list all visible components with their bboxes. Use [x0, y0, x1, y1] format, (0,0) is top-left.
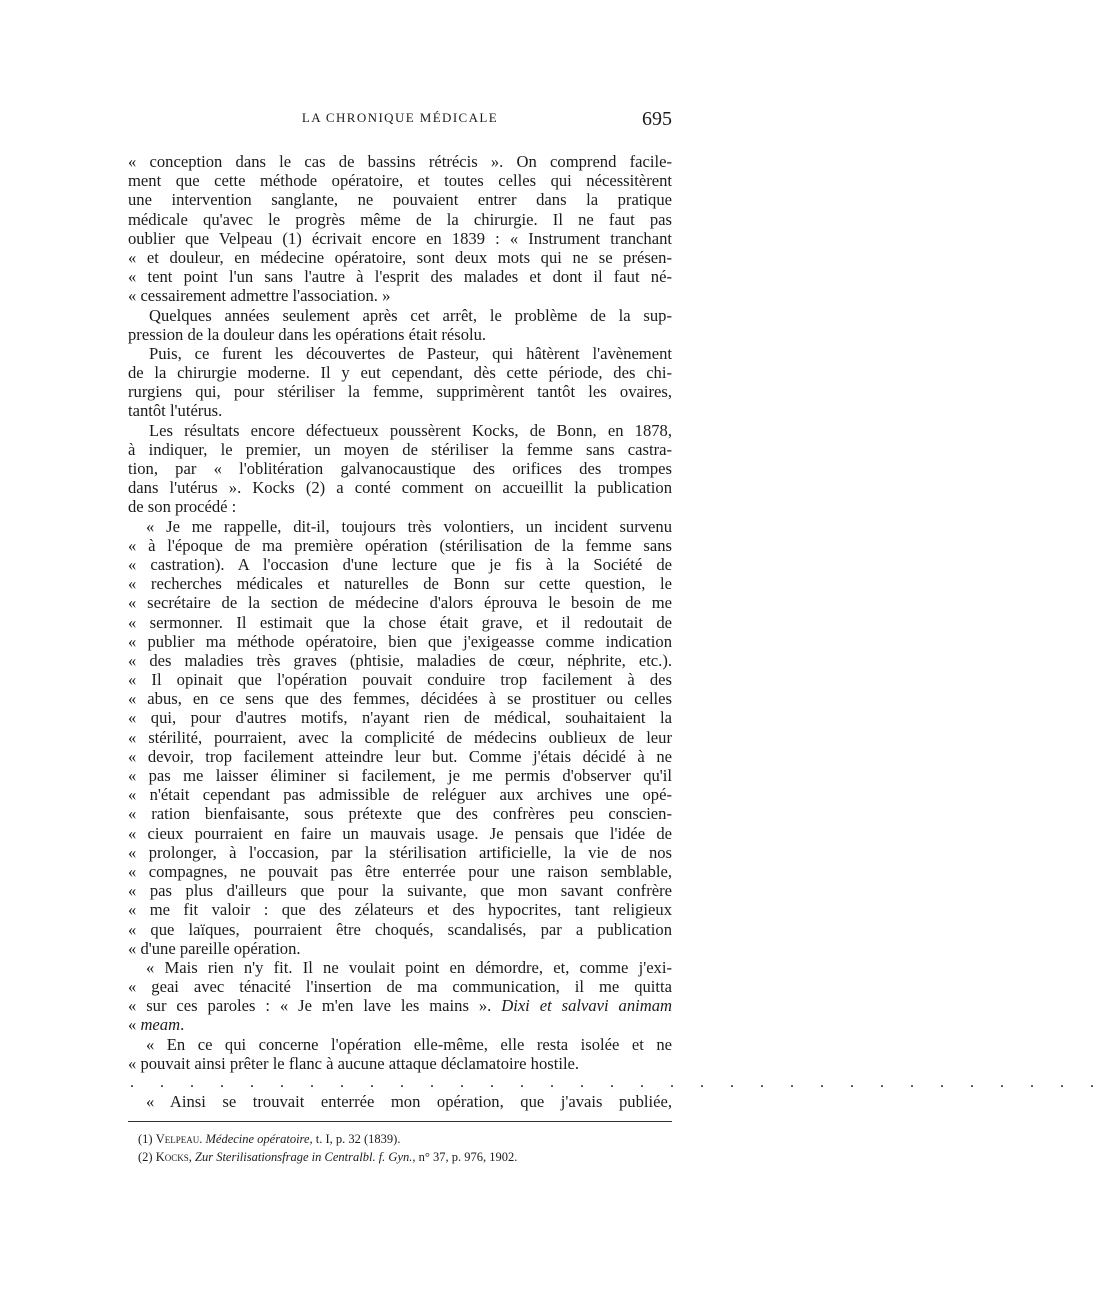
footnote-2 [138, 1148, 658, 1166]
quote-line: « prolonger, à l'occasion, par la stérilisation artificielle, la vie de nos [128, 842, 672, 862]
text-line: « cessairement admettre l'association. » [128, 286, 391, 306]
page-number: 695 [642, 108, 672, 130]
quote-line: « geai avec ténacité l'insertion de ma communication, il me quitta [128, 977, 672, 997]
text-line: tantôt l'utérus. [128, 401, 223, 421]
quote-line-with-latin: « meam. [128, 1015, 185, 1035]
quote-line-with-latin [128, 996, 672, 1015]
footnote-marker: (1) [138, 1132, 153, 1146]
quote-line: « qui, pour d'autres motifs, n'ayant rien de médical, souhaitaient la [128, 708, 672, 728]
page-header [128, 108, 672, 132]
quote-line: « Je me rappelle, dit-il, toujours très volontiers, un incident survenu [146, 516, 672, 536]
quote-line: « pas plus d'ailleurs que pour la suivante, que mon savant confrère [128, 881, 672, 901]
quote-line: « devoir, trop facilement atteindre leur but. Comme j'étais décidé à ne [128, 746, 672, 766]
text-line: « conception dans le cas de bassins rétrécis ». On comprend facile- [128, 152, 672, 171]
quote-line: « castration). A l'occasion d'une lecture que je fis à la Société de [128, 554, 672, 574]
quote-line: « recherches médicales et naturelles de Bonn sur cette question, le [128, 574, 672, 594]
quote-line: « Mais rien n'y fit. Il ne voulait point en démordre, et, comme j'exi- [146, 957, 672, 977]
quote-line: « sermonner. Il estimait que la chose était grave, et il redoutait de [128, 612, 672, 632]
quote-line: « Ainsi se trouvait enterrée mon opération, que j'avais publiée, [146, 1092, 672, 1112]
quote-line: « compagnes, ne pouvait pas être enterrée pour une raison semblable, [128, 861, 672, 881]
text-line: rurgiens qui, pour stériliser la femme, supprimèrent tantôt les ovaires, [128, 382, 672, 402]
footnote-author: Kocks, [155, 1150, 192, 1164]
quote-line: « En ce qui concerne l'opération elle-même, elle resta isolée et ne [146, 1034, 672, 1054]
text-line: de la chirurgie moderne. Il y eut cependant, dès cette période, des chi- [128, 363, 672, 383]
text-line: « tent point l'un sans l'autre à l'esprit des malades et dont il faut né- [128, 267, 672, 287]
text-line: oublier que Velpeau (1) écrivait encore en 1839 : « Instrument tranchant [128, 228, 672, 248]
text-line: « et douleur, en médecine opératoire, sont deux mots qui ne se présen- [128, 247, 672, 267]
quote-line: « pas me laisser éliminer si facilement, je me permis d'observer qu'il [128, 766, 672, 785]
text-line: à indiquer, le premier, un moyen de stériliser la femme sans castra- [128, 439, 672, 459]
quote-text: « sur ces paroles : « Je m'en lave les mains ». [128, 996, 492, 1016]
quote-line: « publier ma méthode opératoire, bien que j'exigeasse comme indication [128, 631, 672, 651]
text-line: Les résultats encore défectueux poussèrent Kocks, de Bonn, en 1878, [149, 420, 672, 440]
footnotes [138, 1130, 658, 1166]
quote-line: « Il opinait que l'opération pouvait conduire trop facilement à des [128, 670, 672, 690]
quote-line: « à l'époque de ma première opération (stérilisation de la femme sans [128, 535, 672, 555]
text-line: Puis, ce furent les découvertes de Pasteur, qui hâtèrent l'avènement [149, 343, 672, 363]
text-line: Quelques années seulement après cet arrêt, le problème de la sup- [149, 305, 672, 325]
footnote-title: Zur Sterilisationsfrage in Centralbl. f. Gyn., [195, 1150, 416, 1164]
quote-line: « cieux pourraient en faire un mauvais usage. Je pensais que l'idée de [128, 823, 672, 843]
footnote-ref: n° 37, p. 976, 1902. [418, 1150, 518, 1164]
running-title: LA CHRONIQUE MÉDICALE [301, 110, 499, 125]
text-line: pression de la douleur dans les opérations était résolu. [128, 324, 487, 344]
quote-line: « d'une pareille opération. [128, 938, 301, 958]
footnote-author: Velpeau. [155, 1132, 203, 1146]
text-line: de son procédé : [128, 497, 237, 517]
footnote-rule [128, 1121, 672, 1122]
body-text [128, 152, 1105, 1112]
quote-line: « pouvait ainsi prêter le flanc à aucune attaque déclamatoire hostile. [128, 1053, 580, 1073]
quote-line: « que laïques, pourraient être choqués, scandalisés, par a publication [128, 919, 672, 939]
text-line: tion, par « l'oblitération galvanocaustique des orifices des trompes [128, 459, 672, 478]
quote-line: « des maladies très graves (phtisie, maladies de cœur, néphrite, etc.). [128, 650, 672, 670]
text-line: une intervention sanglante, ne pouvaient entrer dans la pratique [128, 190, 672, 210]
quote-line: « ration bienfaisante, sous prétexte que des confrères peu conscien- [128, 804, 672, 824]
quote-line: « secrétaire de la section de médecine d'alors éprouva le besoin de me [128, 593, 672, 613]
footnote-marker: (2) [138, 1150, 153, 1164]
quote-line: « me fit valoir : que des zélateurs et des hypocrites, tant religieux [128, 900, 672, 920]
footnote-ref: t. I, p. 32 (1839). [315, 1132, 401, 1146]
footnote-title: Médecine opératoire, [205, 1132, 313, 1146]
text-line: ment que cette méthode opératoire, et toutes celles qui nécessitèrent [128, 171, 672, 191]
latin-phrase-end: meam [140, 1015, 181, 1035]
latin-phrase: Dixi et salvavi animam [501, 996, 673, 1016]
footnote-1 [138, 1130, 658, 1148]
quote-mark: « [128, 1015, 141, 1035]
quote-line: « stérilité, pourraient, avec la complicité de médecins oublieux de leur [128, 727, 672, 747]
quote-line: « abus, en ce sens que des femmes, décidées à se prostituer ou celles [128, 689, 672, 709]
ellipsis-row: . . . . . . . . . . . . . . . . . . . . . . . . . . . . . . . . . [130, 1074, 1105, 1091]
text-line: dans l'utérus ». Kocks (2) a conté comment on accueillit la publication [128, 478, 672, 498]
text-line: médicale qu'avec le progrès même de la chirurgie. Il ne faut pas [128, 209, 672, 229]
quote-line: « n'était cependant pas admissible de reléguer aux archives une opé- [128, 785, 672, 805]
